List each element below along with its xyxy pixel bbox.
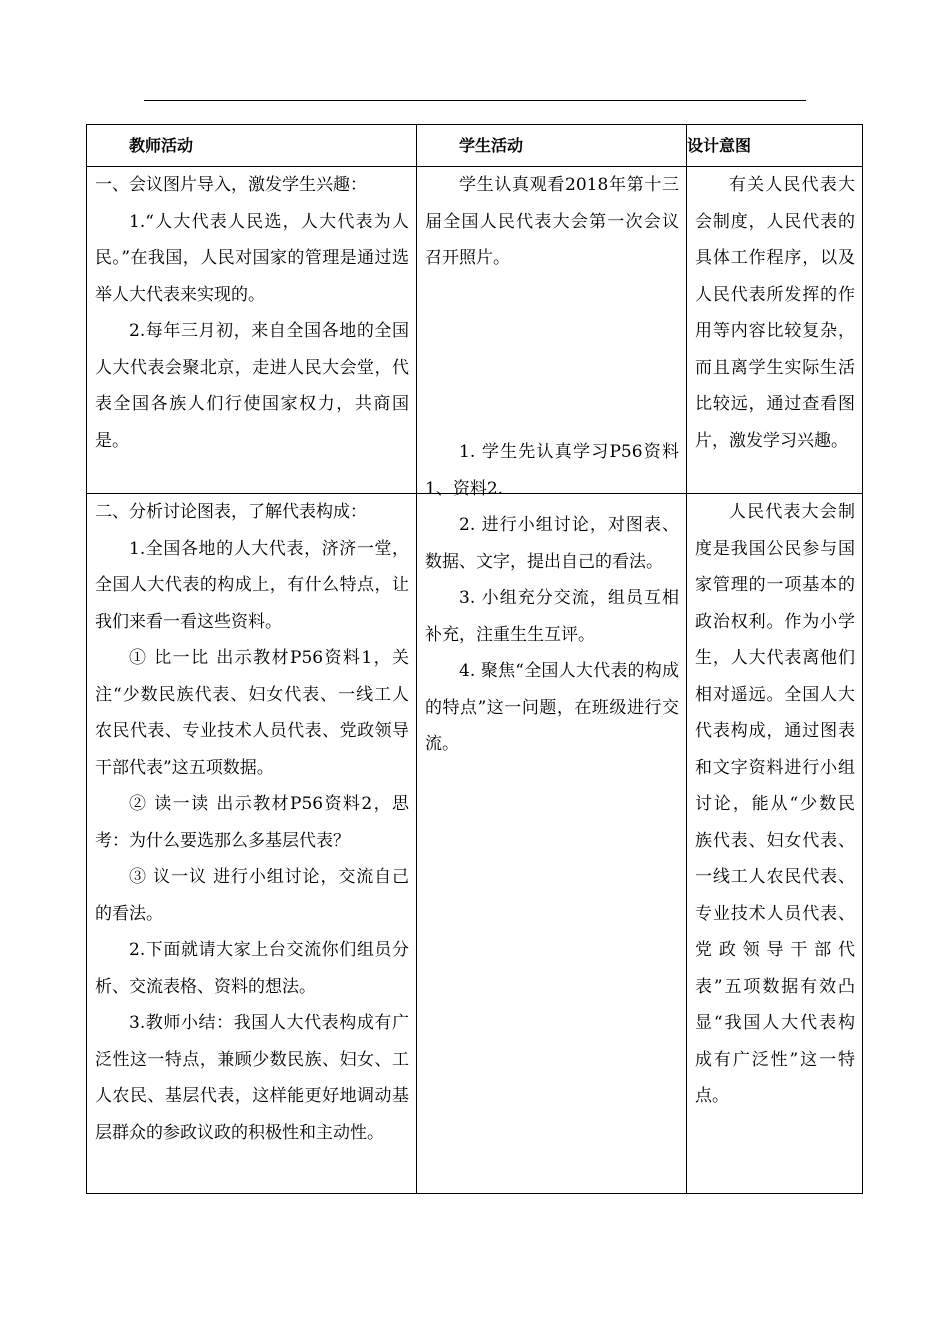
section-title: 一、会议图片导入，激发学生兴趣：	[95, 175, 367, 195]
header-rule	[144, 100, 806, 101]
design-intent-cell	[687, 494, 863, 1194]
table-header-row	[87, 125, 863, 167]
design-intent-cell	[687, 167, 863, 494]
student-paragraph: 3. 小组充分交流，组员互相补充，注重生生互评。	[425, 588, 679, 645]
header-design-intent: 设计意图	[687, 125, 863, 167]
student-paragraph: 4. 聚焦“全国人大代表的构成的特点”这一问题，在班级进行交流。	[425, 661, 679, 754]
teacher-paragraph: ② 读一读 出示教材P56资料2，思考：为什么要选那么多基层代表？	[95, 794, 409, 851]
design-paragraph: 人民代表大会制度是我国公民参与国家管理的一项基本的政治权利。作为小学生，人大代表离他们相对遥远。全国人大代表构成，通过图表和文字资料进行小组讨论，能从“少数民族代表、妇女代表、一线工人农民代表、专业技术人员代表、党政领导干部代表”五项数据有效凸显“我国人大代表构成有广泛性”这一特点。	[695, 502, 855, 1106]
teacher-paragraph: 2.下面就请大家上台交流你们组员分析、交流表格、资料的想法。	[95, 940, 409, 997]
teacher-activity-cell	[87, 494, 417, 1194]
teacher-paragraph: ③ 议一议 进行小组讨论，交流自己的看法。	[95, 867, 409, 924]
student-paragraph: 1. 学生先认真学习P56资料1、资料2.	[425, 442, 679, 499]
student-activity-cell	[417, 442, 687, 1194]
teacher-paragraph: 3.教师小结：我国人大代表构成有广泛性这一特点，兼顾少数民族、妇女、工人农民、基层代表，这样能更好地调动基层群众的参政议政的积极性和主动性。	[95, 1013, 409, 1143]
teacher-paragraph: 2.每年三月初，来自全国各地的全国人大代表会聚北京，走进人民大会堂，代表全国各族人们行使国家权力，共商国是。	[95, 321, 409, 451]
header-teacher-activity: 教师活动	[87, 125, 417, 167]
teacher-activity-cell	[87, 167, 417, 494]
lesson-plan-table	[86, 124, 863, 1194]
section-title: 二、分析讨论图表，了解代表构成：	[95, 502, 367, 522]
student-activity-list	[425, 434, 679, 763]
teacher-paragraph: 1.“人大代表人民选，人大代表为人民。”在我国，人民对国家的管理是通过选举人大代表来实现的。	[95, 211, 409, 305]
design-paragraph: 有关人民代表大会制度，人民代表的具体工作程序，以及人民代表所发挥的作用等内容比较复杂，而且离学生实际生活比较远，通过查看图片，激发学习兴趣。	[695, 175, 855, 451]
teacher-paragraph: ① 比一比 出示教材P56资料1，关注“少数民族代表、妇女代表、一线工人农民代表、专业技术人员代表、党政领导干部代表”这五项数据。	[95, 648, 409, 778]
student-paragraph: 2. 进行小组讨论，对图表、数据、文字，提出自己的看法。	[425, 515, 679, 572]
student-paragraph: 学生认真观看2018年第十三届全国人民代表大会第一次会议召开照片。	[425, 175, 679, 268]
header-student-activity: 学生活动	[417, 125, 687, 167]
teacher-paragraph: 1.全国各地的人大代表，济济一堂，全国人大代表的构成上，有什么特点，让我们来看一看这些资料。	[95, 538, 409, 632]
table-row	[87, 494, 863, 1194]
